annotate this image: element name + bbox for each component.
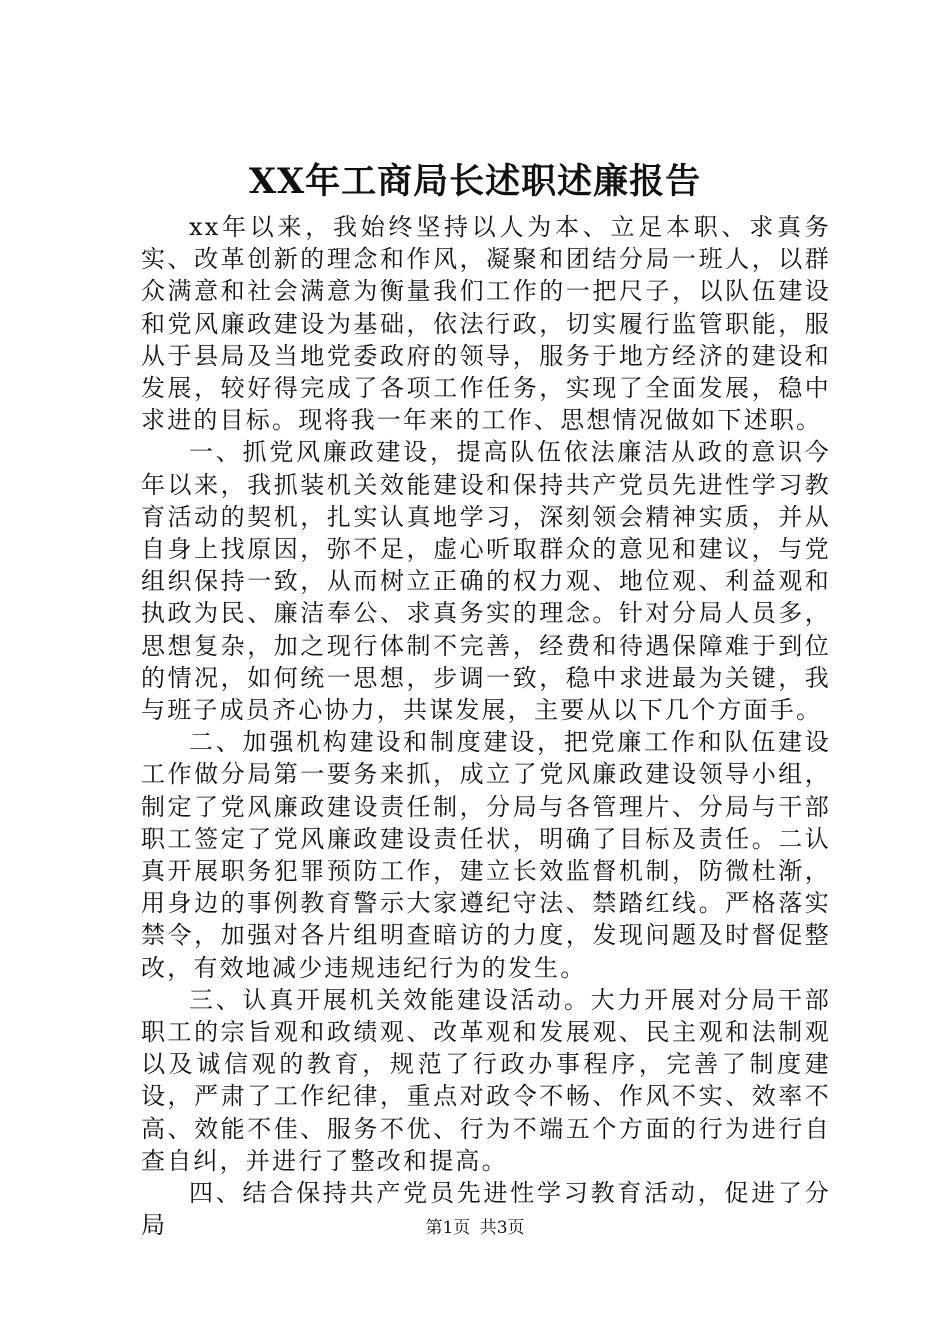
paragraph-section-4: 四、结合保持共产党员先进性学习教育活动，促进了分局 (141, 1179, 831, 1240)
paragraph-section-1: 一、抓党风廉政建设，提高队伍依法廉洁从政的意识今年以来，我抓装机关效能建设和保持共产党员先进性学习教育活动的契机，扎实认真地学习，深刻领会精神实质，并从自身上找原因，弥不足，虚心听取群众的意见和建议，与党组织保持一致，从而树立正确的权力观、地位观、利益观和执政为民、廉洁奉公、求真务实的理念。针对分局人员多，思想复杂，加之现行体制不完善，经费和待遇保障难于到位的情况，如何统一思想，步调一致，稳中求进最为关键，我与班子成员齐心协力，共谋发展，主要从以下几个方面手。 (141, 438, 831, 725)
document-title: XX年工商局长述职述廉报告 (248, 161, 702, 202)
page-number-total: 共3页 (479, 1218, 525, 1238)
page-number-current: 第1页 (425, 1218, 471, 1238)
paragraph-section-2: 二、加强机构建设和制度建设，把党廉工作和队伍建设工作做分局第一要务来抓，成立了党风廉政建设领导小组，制定了党风廉政建设责任制，分局与各管理片、分局与干部职工签定了党风廉政建设责任状，明确了目标及责任。二认真开展职务犯罪预防工作，建立长效监督机制，防微杜渐，用身边的事例教育警示大家遵纪守法、禁踏红线。严格落实禁令，加强对各片组明查暗访的力度，发现问题及时督促整改，有效地减少违规违纪行为的发生。 (141, 728, 831, 982)
page-footer (0, 1216, 950, 1240)
paragraph-intro: xx年以来，我始终坚持以人为本、立足本职、求真务实、改革创新的理念和作风，凝聚和团结分局一班人，以群众满意和社会满意为衡量我们工作的一把尺子，以队伍建设和党风廉政建设为基础，依法行政，切实履行监管职能，服从于县局及当地党委政府的领导，服务于地方经济的建设和发展，较好得完成了各项工作任务，实现了全面发展，稳中求进的目标。现将我一年来的工作、思想情况做如下述职。 (141, 213, 831, 435)
document-body (141, 211, 831, 1242)
paragraph-section-3: 三、认真开展机关效能建设活动。大力开展对分局干部职工的宗旨观和政绩观、改革观和发展观、民主观和法制观以及诚信观的教育，规范了行政办事程序，完善了制度建设，严肃了工作纪律，重点对政令不畅、作风不实、效率不高、效能不佳、服务不优、行为不端五个方面的行为进行自查自纠，并进行了整改和提高。 (141, 985, 831, 1175)
